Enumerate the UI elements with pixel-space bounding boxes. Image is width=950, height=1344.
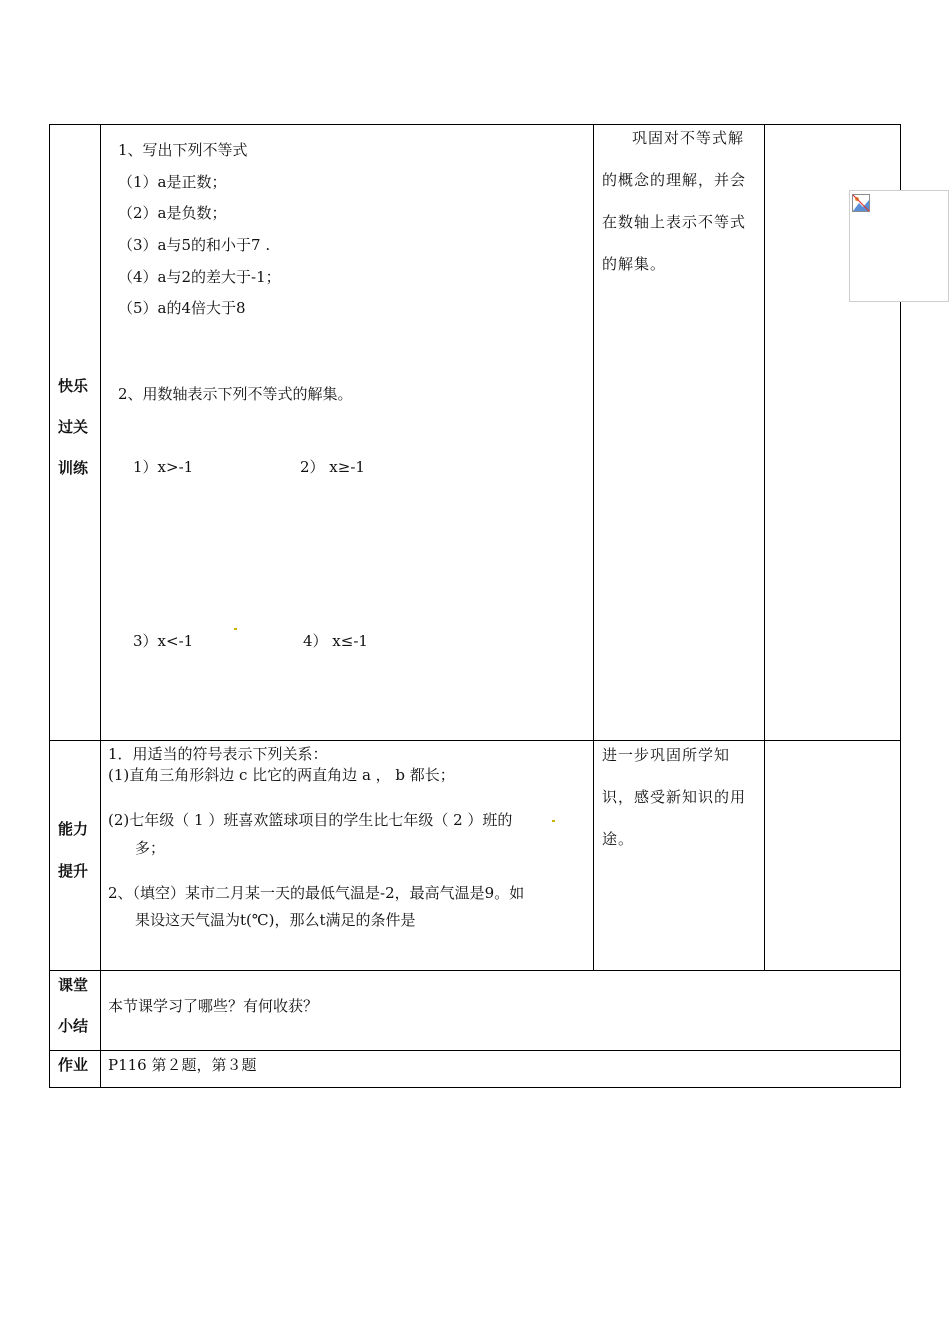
summary-text: 本节课学习了哪些？有何收获？ — [108, 997, 319, 1015]
row-divider-3 — [49, 1050, 901, 1051]
section2-note-line1: 进一步巩固所学知 — [602, 746, 731, 764]
section1-label-line1: 快乐 — [58, 377, 89, 395]
section2-label-line2: 提升 — [58, 862, 89, 880]
q2-title: 2、用数轴表示下列不等式的解集。 — [118, 385, 353, 403]
q1-item-4: （4）a与2的差大于-1； — [118, 268, 281, 286]
section1-label-line3: 训练 — [58, 459, 89, 477]
q1-title: 1、写出下列不等式 — [118, 141, 248, 159]
section1-note-line3: 在数轴上表示不等式 — [602, 213, 747, 231]
section1-note-line2: 的概念的理解，并会 — [602, 171, 747, 189]
section1-note-line4: 的解集。 — [602, 255, 667, 273]
ability-q1-item-2: (2)七年级（ 1 ）班喜欢篮球项目的学生比七年级（ 2 ）班的 — [108, 811, 513, 829]
q2-item-4: 4） x≤-1 — [303, 632, 368, 650]
ability-q1-item-1: (1)直角三角形斜边 c 比它的两直角边 a ， b 都长； — [108, 766, 455, 784]
homework-text: P116 第２题，第３题 — [108, 1056, 257, 1074]
section2-label-line1: 能力 — [58, 820, 89, 838]
ability-q1-item-3: 多； — [135, 839, 166, 857]
broken-image-icon — [852, 194, 870, 212]
q2-item-2: 2） x≥-1 — [300, 458, 365, 476]
section2-note-line3: 途。 — [602, 830, 635, 848]
ability-q1-title: 1．用适当的符号表示下列关系： — [108, 745, 328, 763]
q2-item-1: 1）x>-1 — [133, 458, 194, 476]
section1-note-line1: 巩固对不等式解 — [632, 129, 745, 147]
row-divider-2 — [49, 970, 901, 971]
section3-label-line2: 小结 — [58, 1017, 89, 1035]
row-divider-1 — [49, 740, 901, 741]
q1-item-3: （3）a与5的和小于7 . — [118, 236, 271, 254]
stray-mark — [234, 628, 237, 630]
section1-label-line2: 过关 — [58, 418, 89, 436]
stray-mark — [552, 820, 555, 822]
q1-item-1: （1）a是正数； — [118, 173, 227, 191]
ability-q2-line-2: 果设这天气温为t(℃)，那么t满足的条件是 — [135, 911, 416, 929]
column-divider-note — [593, 124, 594, 970]
q1-item-5: （5）a的4倍大于8 — [118, 299, 246, 317]
column-divider-label — [100, 124, 101, 1088]
ability-q2-line-1: 2、（填空）某市二月某一天的最低气温是-2，最高气温是9。如 — [108, 884, 525, 902]
section2-note-line2: 识，感受新知识的用 — [602, 788, 747, 806]
q1-item-2: （2）a是负数； — [118, 204, 227, 222]
q2-item-3: 3）x<-1 — [133, 632, 194, 650]
floating-image-frame[interactable] — [849, 190, 949, 302]
section3-label-line1: 课堂 — [58, 976, 89, 994]
column-divider-remark — [764, 124, 765, 970]
section4-label: 作业 — [58, 1056, 89, 1074]
